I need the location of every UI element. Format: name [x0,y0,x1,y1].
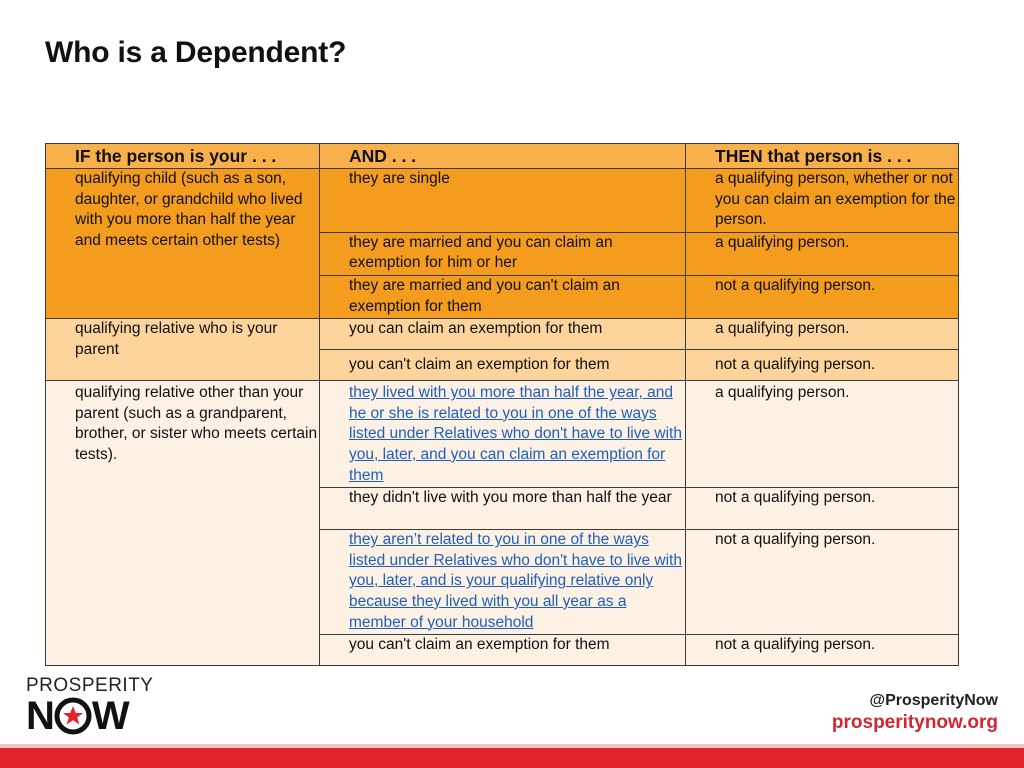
star-o-icon [54,697,92,735]
social-block [832,692,998,734]
then-text: a qualifying person, whether or not you can claim an exemption for the person. [715,170,956,229]
and-cell [320,381,686,488]
and-cell: they are married and you can claim an exemption for him or her [320,232,686,275]
relatives-link-2[interactable]: they aren’t related to you in one of the ways listed under Relatives who don't have to live with you, later, and is your qualifying relative only because they lived with you all year as a member of your household [349,531,682,631]
logo-now-text [26,696,156,736]
if-cell-qualifying-child: qualifying child (such as a son, daughter, or grandchild who lived with you more than half the year and meets certain other tests) [46,169,320,319]
relatives-link-1[interactable]: they lived with you more than half the year, and he or she is related to you in one of the ways listed under Relatives who don't have to live with you, later, and you can claim an exemption for them [349,384,682,484]
header-and: AND . . . [320,144,686,169]
then-cell [686,169,959,233]
page-title: Who is a Dependent? [45,36,347,69]
then-cell: not a qualifying person. [686,350,959,381]
if-cell-relative-other: qualifying relative other than your parent (such as a grandparent, brother, or sister who meets certain tests). [46,381,320,666]
table-row [46,319,959,350]
twitter-handle: @ProsperityNow [869,692,998,709]
table-row [46,381,959,488]
logo-prosperity-text: PROSPERITY [26,675,154,696]
then-cell: not a qualifying person. [686,530,959,635]
table-row [46,169,959,233]
table-header-row [46,144,959,169]
then-cell: a qualifying person. [686,381,959,488]
then-cell: a qualifying person. [686,319,959,350]
if-cell-relative-parent: qualifying relative who is your parent [46,319,320,381]
and-cell: you can claim an exemption for them [320,319,686,350]
bottom-brand-bar [0,744,1024,768]
and-cell: they didn't live with you more than half the year [320,488,686,530]
and-cell [320,530,686,635]
logo-letter-w: W [91,694,129,738]
header-if: IF the person is your . . . [46,144,320,169]
then-cell: not a qualifying person. [686,488,959,530]
then-cell: not a qualifying person. [686,635,959,666]
website-link[interactable]: prosperitynow.org [831,712,998,733]
and-cell: you can't claim an exemption for them [320,350,686,381]
dependent-table [45,143,959,666]
then-cell: not a qualifying person. [686,275,959,318]
and-cell: they are single [320,169,686,233]
prosperity-now-logo [26,676,156,736]
then-cell: a qualifying person. [686,232,959,275]
and-cell: they are married and you can't claim an exemption for them [320,275,686,318]
and-cell: you can't claim an exemption for them [320,635,686,666]
header-then: THEN that person is . . . [686,144,959,169]
logo-letter-n: N [26,694,54,738]
